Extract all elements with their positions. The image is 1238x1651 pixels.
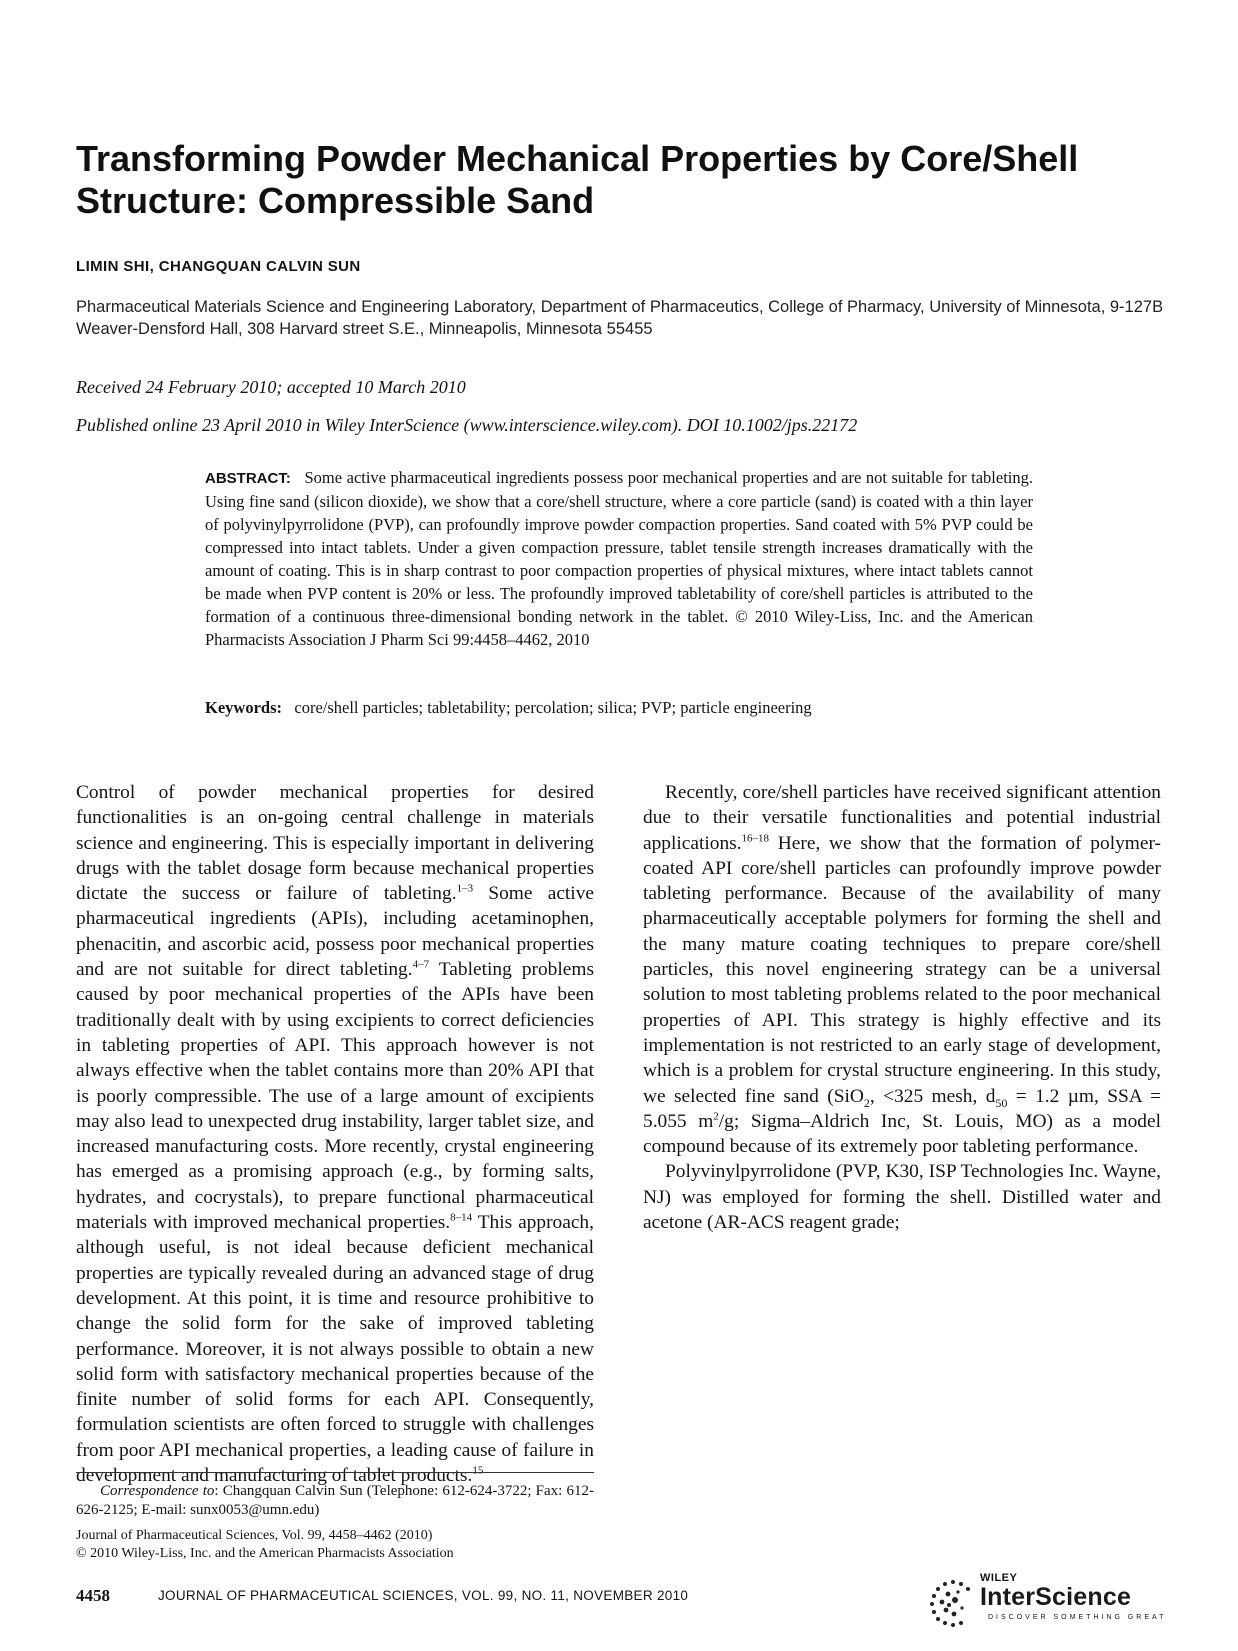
paragraph-intro: [76, 780, 594, 1488]
dot-swirl-icon: [928, 1578, 978, 1628]
body-text: Here, we show that the formation of polymer-coated API core/shell particles can profoundly improve powder tableting performance. Because of the availability of many pharmaceutically acceptable polymers for forming the shell and the many mature coating techniques to prepare core/shell particles, this novel engineering strategy can be a universal solution to most tableting problems related to the poor mechanical properties of API. This strategy is highly effective and its implementation is not restricted to an early stage of development, which is a problem for crystal structure engineering. In this study, we selected fine sand (SiO: [643, 832, 1161, 1107]
paragraph-materials: Polyvinylpyrrolidone (PVP, K30, ISP Technologies Inc. Wayne, NJ) was employed for forming the shell. Distilled water and acetone (AR-ACS reagent grade;: [643, 1161, 1161, 1234]
journal-citation: [76, 1527, 594, 1563]
abstract-label: ABSTRACT:: [205, 470, 291, 487]
keywords-text: core/shell particles; tabletability; percolation; silica; PVP; particle engineering: [294, 698, 812, 717]
keywords-label: Keywords:: [205, 698, 282, 717]
subscript: 2: [863, 1095, 870, 1110]
correspondence-text: : Changquan Calvin Sun (Telephone: 612-624-3722; Fax: 612-626-2125; E-mail: sunx0053@umn.edu): [76, 1483, 594, 1518]
body-text: This approach, although useful, is not ideal because deficient mechanical properties are typically revealed during an advanced stage of drug development. At this point, it is time and resource prohibitive to change the solid form for the sake of improved tableting performance. Moreover, it is not always possible to obtain a new solid form with satisfactory mechanical properties because of the finite number of solid forms for each API. Consequently, formulation scientists are often forced to struggle with challenges from poor API mechanical properties, a leading cause of failure in development and manufacturing of tablet products.: [76, 1212, 594, 1487]
logo-wiley-text: WILEY: [980, 1572, 1018, 1584]
citation-ref: 8–14: [450, 1211, 473, 1224]
body-text: Control of powder mechanical properties for desired functionalities is an on-going central challenge in materials science and engineering. This is especially important in delivering drugs with the tablet dosage form because mechanical properties dictate the success or failure of tableting.: [76, 782, 594, 905]
paragraph-core-shell: [643, 780, 1161, 1159]
running-head: JOURNAL OF PHARMACEUTICAL SCIENCES, VOL. 99, NO. 11, NOVEMBER 2010: [158, 1588, 689, 1603]
received-dates: Received 24 February 2010; accepted 10 March 2010: [76, 377, 466, 397]
footnote-divider: [76, 1472, 594, 1473]
citation-ref: 16–18: [741, 832, 770, 845]
citation-ref: 1–3: [456, 882, 474, 895]
abstract: [205, 466, 1033, 651]
journal-line: Journal of Pharmaceutical Sciences, Vol. 99, 4458–4462 (2010): [76, 1528, 433, 1543]
body-text: /g; Sigma–Aldrich Inc, St. Louis, MO) as a model compound because of its extremely poor tableting performance.: [643, 1110, 1161, 1158]
correspondence-label: Correspondence to: [100, 1483, 215, 1499]
affiliation: Pharmaceutical Materials Science and Engineering Laboratory, Department of Pharmaceutics, College of Pharmacy, University of Minnesota, 9-127B Weaver-Densford Hall, 308 Harvard street S.E., Minneapolis, Minnesota 55455: [76, 298, 1164, 338]
article-title: Transforming Powder Mechanical Properties by Core/Shell Structure: Compressible Sand: [76, 138, 1079, 221]
body-column-right: [643, 780, 1161, 1235]
author-list: LIMIN SHI, CHANGQUAN CALVIN SUN: [76, 258, 361, 275]
body-text: Some active pharmaceutical ingredients (APIs), including acetaminophen, phenacitin, and ascorbic acid, possess poor mechanical properties and are not suitable for direct tableting.: [76, 883, 594, 981]
body-text: Recently, core/shell particles have received significant attention due to their versatile functionalities and potential industrial applications.: [643, 782, 1161, 854]
copyright-line: © 2010 Wiley-Liss, Inc. and the American Pharmacists Association: [76, 1546, 454, 1561]
body-text: , <325 mesh, d: [869, 1085, 996, 1107]
publisher-logo: [928, 1570, 1168, 1630]
citation-ref: 4–7: [412, 958, 430, 971]
body-text: Tableting problems caused by poor mechanical properties of the APIs have been traditionally dealt with by using excipients to correct deficiencies in tableting properties of API. This approach however is not always effective when the tablet contains more than 20% API that is poorly compressible. The use of a large amount of excipients may also lead to unexpected drug instability, larger tablet size, and increased manufacturing costs. More recently, crystal engineering has emerged as a promising approach (e.g., by forming salts, hydrates, and cocrystals), to prepare functional pharmaceutical materials with improved mechanical properties.: [76, 959, 594, 1234]
correspondence-note: [76, 1482, 594, 1520]
superscript: 2: [713, 1110, 719, 1123]
abstract-text: Some active pharmaceutical ingredients possess poor mechanical properties and are not suitable for tableting. Using fine sand (silicon dioxide), we show that a core/shell structure, where a core particle (sand) is coated with a thin layer of polyvinylpyrrolidone (PVP), can profoundly improve powder compaction properties. Sand coated with 5% PVP could be compressed into intact tablets. Under a given compaction pressure, tablet tensile strength increases dramatically with the amount of coating. This is in sharp contrast to poor compaction properties of physical mixtures, where intact tablets cannot be made when PVP content is 20% or less. The profoundly improved tabletability of core/shell particles is attributed to the formation of a continuous three-dimensional bonding network in the tablet. © 2010 Wiley-Liss, Inc. and the American Pharmacists Association J Pharm Sci 99:4458–4462, 2010: [205, 468, 1033, 649]
logo-interscience-text: InterScience: [980, 1583, 1132, 1611]
publication-info: Published online 23 April 2010 in Wiley InterScience (www.interscience.wiley.com). DOI 10.1002/jps.22172: [76, 415, 858, 435]
keywords: [205, 698, 1055, 718]
subscript: 50: [995, 1095, 1008, 1110]
citation-ref: 15: [472, 1464, 484, 1477]
page-number: 4458: [76, 1586, 110, 1605]
body-column-left: [76, 780, 594, 1488]
body-text: = 1.2 µm, SSA = 5.055 m: [643, 1085, 1162, 1132]
logo-tagline: DISCOVER SOMETHING GREAT: [988, 1614, 1167, 1621]
